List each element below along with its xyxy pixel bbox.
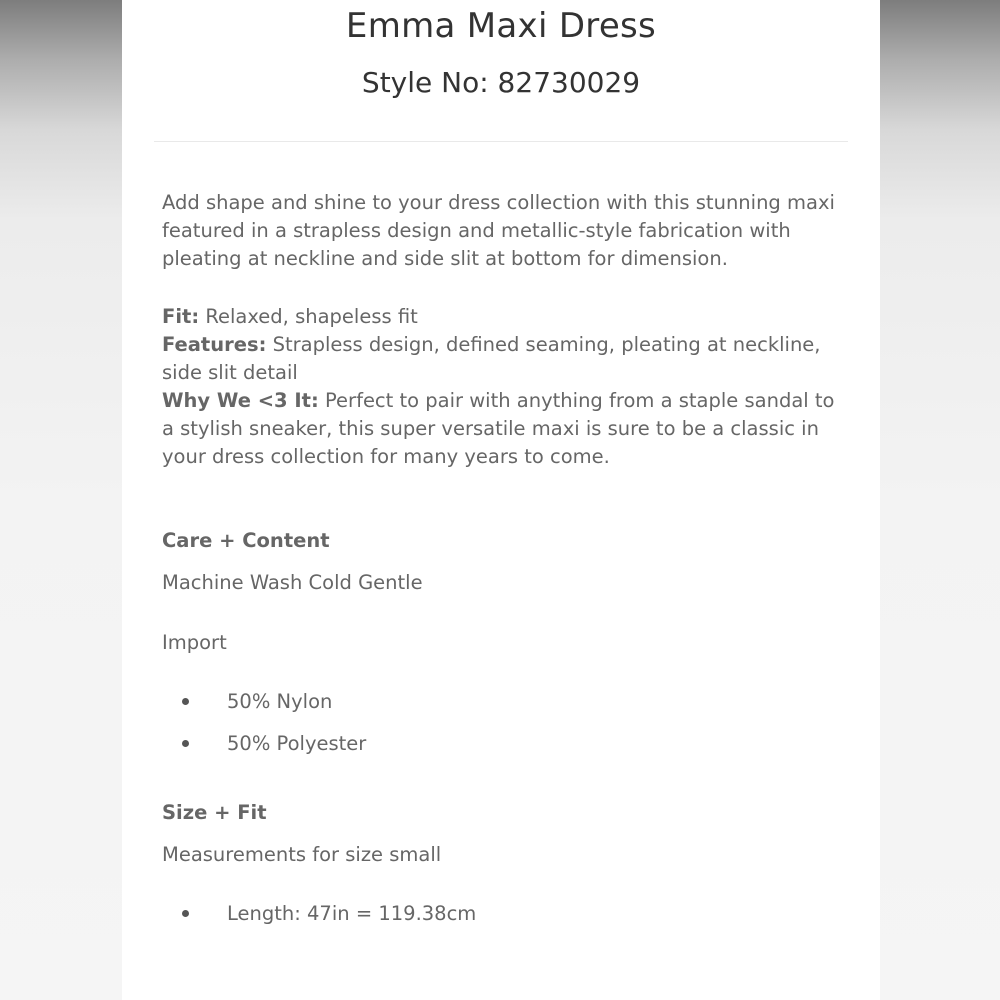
features-value: Strapless design, defined seaming, pleating at neckline, side slit detail	[162, 333, 821, 384]
list-item	[182, 902, 476, 925]
bullet-icon	[182, 910, 189, 917]
right-background	[880, 0, 1000, 1000]
why-label: Why We <3 It:	[162, 389, 319, 412]
product-details	[162, 303, 842, 471]
product-title: Emma Maxi Dress	[345, 6, 657, 46]
bullet-icon	[182, 740, 189, 747]
size-note: Measurements for size small	[162, 843, 442, 866]
measurement-text: Length: 47in = 119.38cm	[227, 902, 477, 925]
style-number: Style No: 82730029	[361, 66, 641, 99]
divider	[154, 141, 848, 142]
product-details-panel	[122, 0, 880, 1000]
fit-line	[162, 303, 842, 331]
care-heading: Care + Content	[162, 529, 330, 552]
product-description: Add shape and shine to your dress collection with this stunning maxi featured in a strapless design and metallic-style fabrication with pleating at neckline and side slit at bottom for dimension.	[162, 191, 835, 270]
fit-value: Relaxed, shapeless fit	[199, 305, 418, 328]
list-item	[182, 732, 366, 755]
why-value: Perfect to pair with anything from a staple sandal to a stylish sneaker, this super versatile maxi is sure to be a classic in your dress collection for many years to come.	[162, 389, 835, 468]
material-text: 50% Polyester	[227, 732, 367, 755]
features-line	[162, 331, 842, 387]
list-item	[182, 690, 332, 713]
material-text: 50% Nylon	[227, 690, 333, 713]
care-wash: Machine Wash Cold Gentle	[162, 571, 423, 594]
left-background	[0, 0, 122, 1000]
why-line	[162, 387, 842, 471]
size-fit-heading: Size + Fit	[162, 801, 267, 824]
care-origin: Import	[162, 631, 227, 654]
fit-label: Fit:	[162, 305, 200, 328]
bullet-icon	[182, 698, 189, 705]
features-label: Features:	[162, 333, 267, 356]
